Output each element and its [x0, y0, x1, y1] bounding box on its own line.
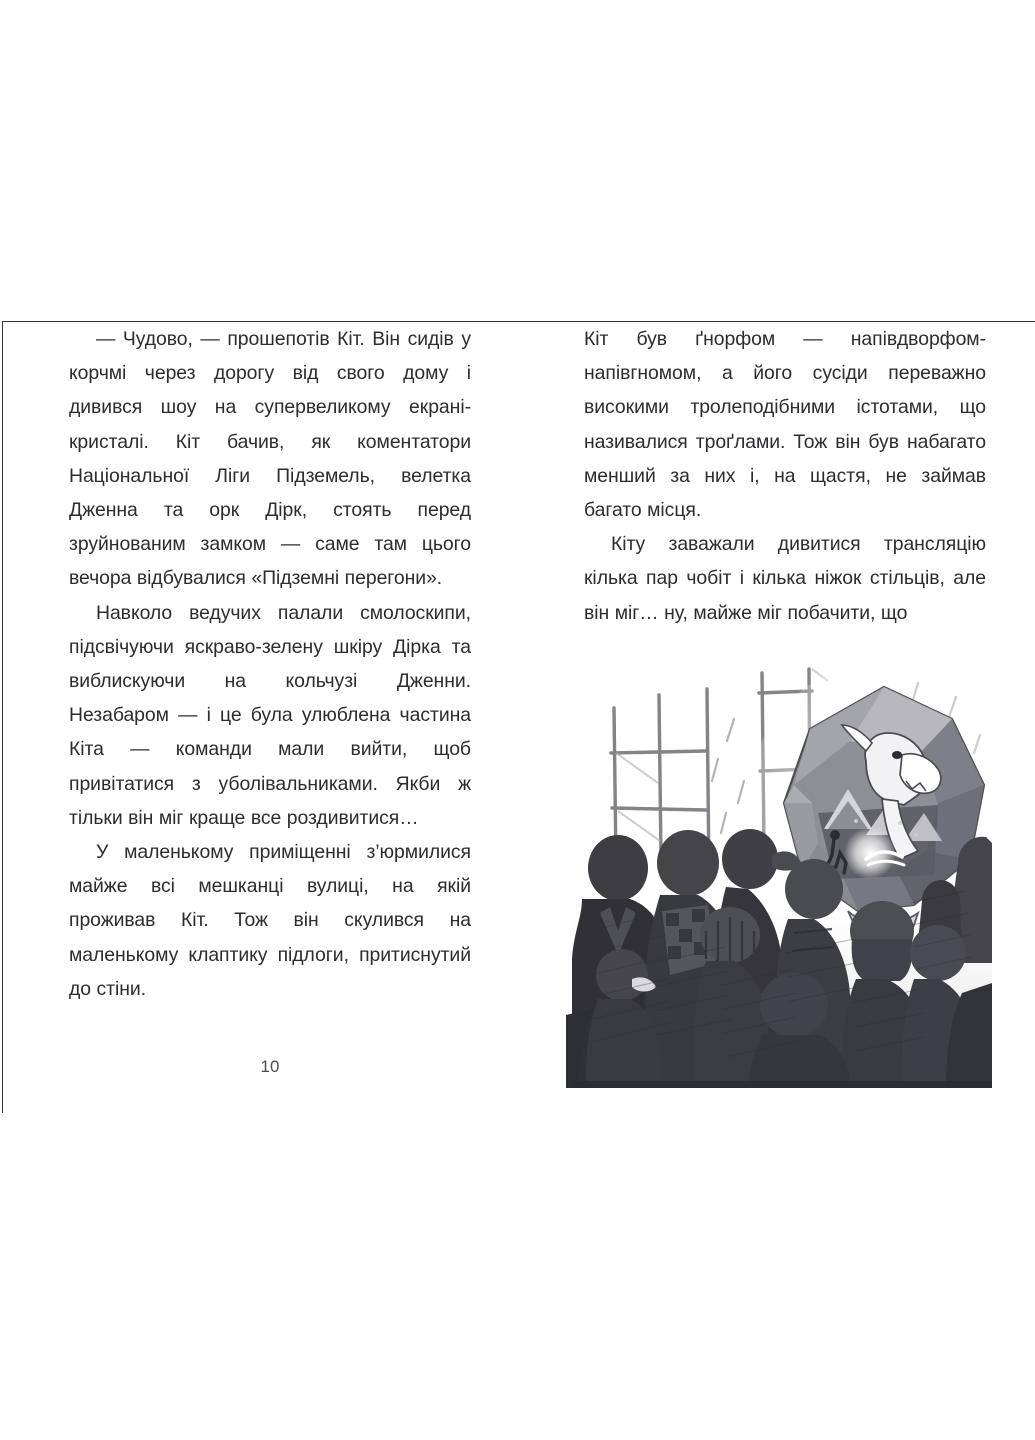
right-text-column [584, 322, 986, 630]
paragraph: Кіту заважали дивитися трансляцію кілька пар чобіт і кілька ніжок стільців, але він міг… ну, майже міг побачити, що [584, 533, 986, 624]
crowd-head [588, 835, 648, 901]
chapter-illustration [566, 663, 992, 1088]
left-text-column [69, 322, 471, 1006]
paragraph: — Чудово, — прошепотів Кіт. Він сидів у корчмі через дорогу від свого дому і дивився шоу на супервеликому екрані-кристалі. Кіт бачив, як коментатори Національної Ліги Підземель, велетка Дженна та орк Дірк, стоять перед зруйнованим замком — саме там цього вечора відбувалися «Підземні перегони». [69, 328, 471, 590]
page-body [3, 322, 1035, 1114]
book-page-sheet [2, 321, 1035, 1113]
crowd-base-edge [572, 1081, 992, 1088]
illustration-artwork [566, 663, 992, 1088]
page-number: 10 [260, 1057, 280, 1076]
paragraph: У маленькому приміщенні з’юрмилися майже всі мешканці вулиці, на якій проживав Кіт. Тож він скулився на маленькому клаптику підлоги, притиснутий до стіни. [69, 841, 471, 1000]
paragraph: Навколо ведучих палали смолоскипи, підсвічуючи яскраво-зелену шкіру Дірка та виблискуючи на кольчузі Дженни. Незабаром — і це була улюблена частина Кіта — команди мали вийти, щоб привітатися з уболівальниками. Якби ж тільки він міг краще все роздивитися… [69, 601, 471, 829]
paragraph: Кіт був ґнорфом — напівдворфом-напівгномом, а його сусіди переважно високими тролеподібними істотами, що називалися троґлами. Тож він був набагато менший за них і, на щастя, не займав багато місця. [584, 328, 986, 522]
